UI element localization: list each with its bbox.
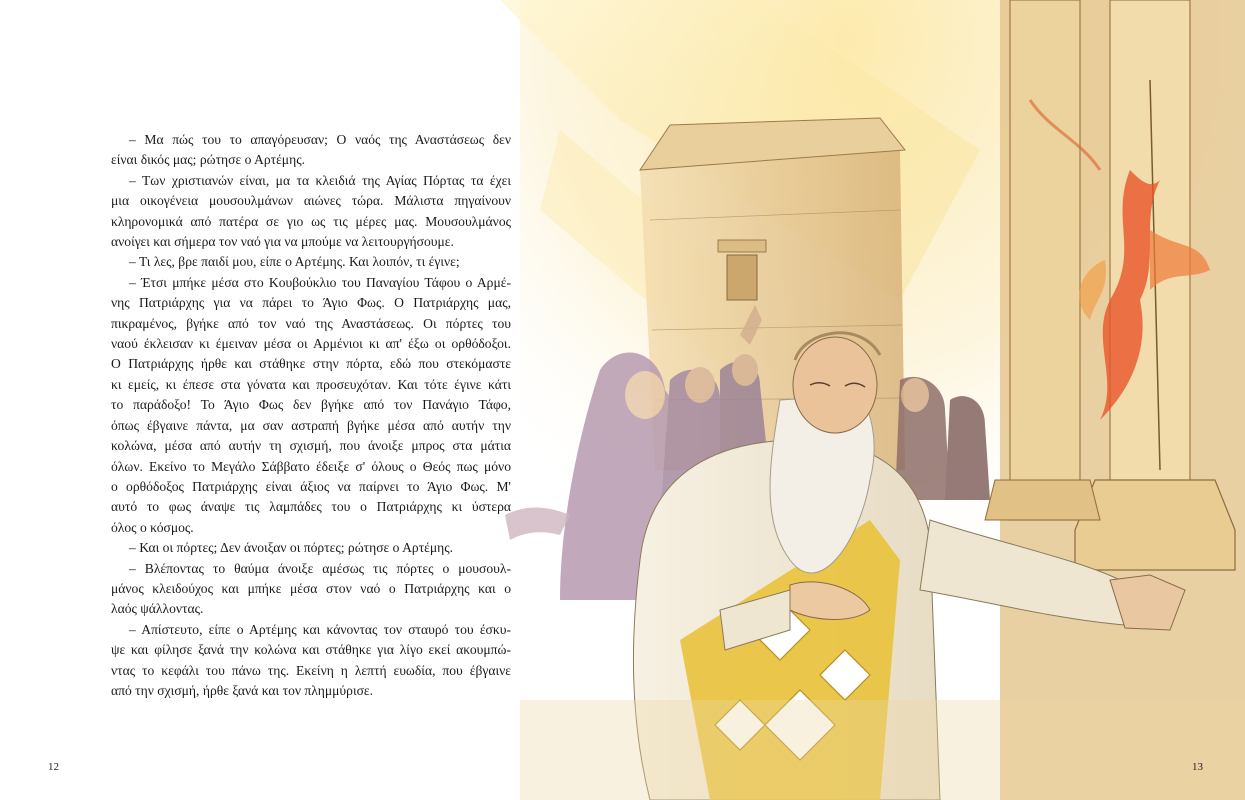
text-line: πικραμένος, βγήκε από τον ναό της Αναστάσεως. Οι πόρτες του [111,315,511,331]
text-line: ντας το κεφάλι του πάνω της. Εκείνη η λεπτή ευωδία, που έβγαινε [111,662,511,678]
text-line: από την σχισμή, ήρθε ξανά και τον πλημμύρισε. [111,682,374,698]
page-number-left: 12 [48,761,59,773]
text-line: – Και οι πόρτες; Δεν άνοιξαν οι πόρτες; ρώτησε ο Αρτέμης. [129,540,454,556]
text-line: ο ορθόδοξος Πατριάρχης είναι άξιος να παίρνει το Άγιο Φως. Μ' [111,478,511,494]
paragraph [111,171,511,253]
story-text [111,130,511,701]
text-line: νης Πατριάρχης για να πάρει το Άγιο Φως. Ο Πατριάρχης μας, [111,295,511,311]
paragraph [111,130,511,171]
paragraph [111,620,511,702]
text-line: αυτό το φως άναψε τις λαμπάδες του ο Πατριάρχης κι ύστερα [111,499,511,515]
text-line: – Απίστευτο, είπε ο Αρτέμης και κάνοντας τον σταυρό του έσκυ- [129,621,511,637]
text-line: Ο Πατριάρχης ήρθε και στάθηκε στην πόρτα, εδώ που στεκόμαστε [111,356,511,372]
text-line: το παράδοξο! Το Άγιο Φως δεν βγήκε από τον Πανάγιο Τάφο, [111,397,511,413]
text-line: κολώνα, μέσα από αυτήν τη σχισμή, που άνοιξε μπρος στα μάτια [111,438,511,454]
paragraph [111,252,511,272]
text-line: κι εμείς, κι έπεσε στα γόνατα και προσευχόταν. Και τότε έγινε κάτι [111,376,511,392]
text-line: – Τι λες, βρε παιδί μου, είπε ο Αρτέμης. Και λοιπόν, τι έγινε; [129,254,460,270]
paragraph [111,559,511,620]
paragraph [111,273,511,538]
text-line: – Μα πώς του το απαγόρευσαν; Ο ναός της Αναστάσεως δεν [129,132,511,147]
text-line: είναι δικός μας; ρώτησε ο Αρτέμης. [111,152,305,168]
text-line: ανοίγει και σήμερα τον ναό για να μπούμε να λειτουργήσουμε. [111,234,454,250]
text-line: – Έτσι μπήκε μέσα στο Κουβούκλιο του Παναγίου Τάφου ο Αρμέ- [129,274,511,290]
text-line: λαός ψάλλοντας. [111,601,204,617]
paragraph [111,538,511,558]
text-line: – Των χριστιανών είναι, μα τα κλειδιά της Αγίας Πόρτας τα έχει [129,172,511,188]
text-line: μια οικογένεια μουσουλμάνων αιώνες τώρα. Μάλιστα πηγαίνουν [111,193,511,209]
text-line: κληρονομικά από πατέρα σε γιο ως τις μέρες μας. Μουσουλμάνος [111,213,511,229]
text-line: – Βλέποντας το θαύμα άνοιξε αμέσως τις πόρτες ο μουσουλ- [129,560,511,576]
text-line: ψε και φίλησε ξανά την κολώνα και στάθηκε για λίγο εκεί ακουμπώ- [111,642,511,658]
text-line: όλος ο κόσμος. [111,519,194,535]
text-line: όπως έβγαινε πάντα, μα σαν αστραπή βγήκε μέσα από αυτήν την [111,417,511,433]
page-number-right: 13 [1192,761,1203,773]
floor-wash [520,700,1245,800]
text-line: όλων. Εκείνο το Μεγάλο Σάββατο έδειξε σ' όλους ο Θεός πως μόνο [111,458,511,474]
text-line: ναού έκλεισαν κι έμειναν μέσα οι Αρμένιοι κι απ' έξω οι ορθόδοξοι. [111,336,511,352]
text-line: μάνος κλειδούχος και μπήκε μέσα στον ναό ο Πατριάρχης και ο [111,580,511,596]
